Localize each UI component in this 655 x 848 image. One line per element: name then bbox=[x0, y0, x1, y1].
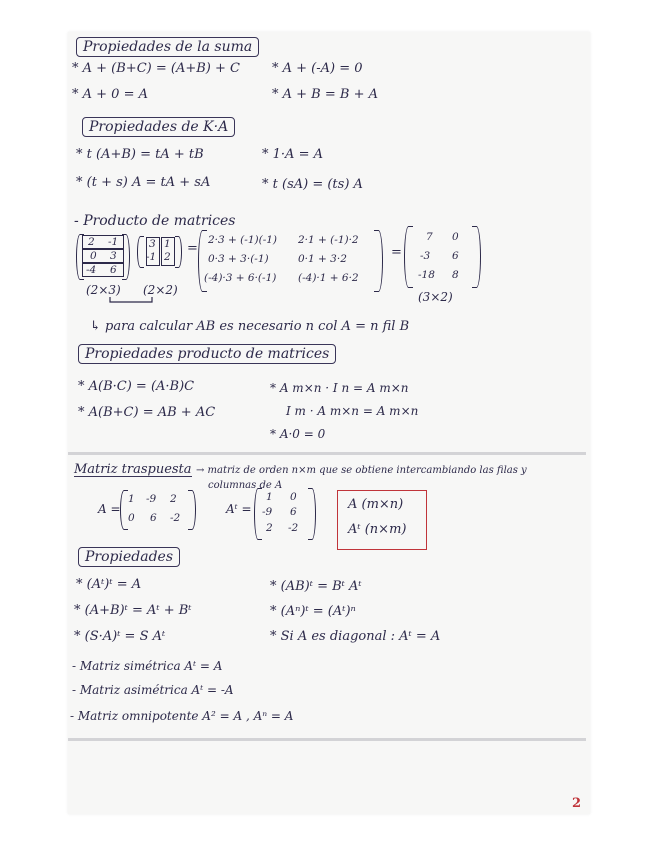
transpose-definition-line2: columnas de A bbox=[208, 480, 283, 491]
transpose-property-sum: * (A+B)ᵗ = Aᵗ + Bᵗ bbox=[74, 603, 192, 618]
product-property-associative: * A(B·C) = (A·B)C bbox=[78, 379, 195, 394]
matrix-a-cell: 6 bbox=[110, 264, 117, 276]
left-paren bbox=[120, 490, 128, 530]
transpose-property-product: * (AB)ᵗ = Bᵗ Aᵗ bbox=[270, 579, 362, 594]
transpose-title: Matriz traspuesta bbox=[74, 462, 192, 477]
scalar-property-distributive: * t (A+B) = tA + tB bbox=[76, 147, 204, 162]
matrix-at-cell: -9 bbox=[262, 506, 273, 518]
section-divider bbox=[68, 738, 586, 741]
dimension-a: (2×3) bbox=[86, 283, 121, 297]
result-cell: -3 bbox=[420, 250, 431, 262]
matrix-a-cell: 3 bbox=[110, 250, 117, 262]
matrix-a-cell: -2 bbox=[170, 512, 181, 524]
right-paren bbox=[188, 490, 196, 530]
product-condition-note: ↳ para calcular AB es necesario n col A = n fil B bbox=[90, 319, 410, 334]
idempotent-matrix-note: - Matriz omnipotente A² = A , Aⁿ = A bbox=[70, 709, 294, 723]
matrix-a-cell: 0 bbox=[90, 250, 97, 262]
left-paren bbox=[137, 236, 144, 268]
sum-property-identity: * A + 0 = A bbox=[72, 87, 149, 102]
matrix-a-cell: 1 bbox=[128, 493, 135, 505]
sum-properties-title: Propiedades de la suma bbox=[76, 37, 259, 57]
expanded-cell: 0·3 + 3·(-1) bbox=[208, 253, 269, 265]
expanded-cell: 2·1 + (-1)·2 bbox=[298, 234, 359, 246]
asymmetric-matrix-note: - Matriz asimétrica Aᵗ = -A bbox=[72, 683, 234, 697]
transpose-property-diagonal: * Si A es diagonal : Aᵗ = A bbox=[270, 629, 441, 644]
expanded-cell: 0·1 + 3·2 bbox=[298, 253, 347, 265]
expanded-cell: 2·3 + (-1)(-1) bbox=[208, 234, 278, 246]
dimension-b: (2×2) bbox=[143, 283, 178, 297]
dimension-a: A (m×n) bbox=[348, 497, 404, 512]
sum-property-commutative: * A + B = B + A bbox=[272, 87, 378, 102]
result-cell: -18 bbox=[418, 269, 435, 281]
scalar-property-associative: * t (sA) = (ts) A bbox=[262, 177, 363, 192]
right-paren bbox=[374, 230, 383, 292]
right-paren bbox=[122, 234, 130, 280]
transpose-property-double: * (Aᵗ)ᵗ = A bbox=[76, 577, 142, 592]
product-property-distributive: * A(B+C) = AB + AC bbox=[78, 405, 216, 420]
matrix-a-cell: 2 bbox=[170, 493, 177, 505]
sum-property-associative: * A + (B+C) = (A+B) + C bbox=[72, 61, 240, 76]
matrix-b bbox=[137, 236, 181, 268]
matrix-at-cell: 1 bbox=[266, 491, 273, 503]
scalar-property-identity: * 1·A = A bbox=[262, 147, 323, 162]
matrix-a-cell: -4 bbox=[86, 264, 97, 276]
dimension-at: Aᵗ (n×m) bbox=[348, 522, 407, 537]
symmetric-matrix-note: - Matriz simétrica Aᵗ = A bbox=[72, 659, 223, 673]
dimension-result: (3×2) bbox=[418, 290, 453, 304]
result-cell: 7 bbox=[426, 231, 433, 243]
matrix-a-label: A = bbox=[98, 502, 121, 516]
expanded-cell: (-4)·3 + 6·(-1) bbox=[204, 272, 277, 284]
scalar-property-sum: * (t + s) A = tA + sA bbox=[76, 175, 211, 190]
matrix-at-label: Aᵗ = bbox=[226, 502, 252, 516]
product-properties-title: Propiedades producto de matrices bbox=[78, 344, 336, 364]
result-cell: 8 bbox=[452, 269, 459, 281]
transpose-matrix-a bbox=[120, 490, 196, 530]
scalar-properties-title: Propiedades de K·A bbox=[82, 117, 235, 137]
matrix-a-cell: 2 bbox=[88, 236, 95, 248]
product-property-zero: * A·0 = 0 bbox=[270, 427, 326, 441]
equals-sign: = bbox=[391, 245, 402, 260]
transpose-property-scalar: * (S·A)ᵗ = S Aᵗ bbox=[74, 629, 166, 644]
product-property-identity-right: * A m×n · I n = A m×n bbox=[270, 381, 409, 395]
dimension-connector bbox=[108, 296, 154, 304]
result-cell: 0 bbox=[452, 231, 459, 243]
right-paren bbox=[308, 488, 316, 540]
matrix-a-cell: 0 bbox=[128, 512, 135, 524]
left-paren bbox=[404, 226, 413, 288]
matrix-b-cell: 3 bbox=[149, 238, 156, 250]
product-title: - Producto de matrices bbox=[74, 213, 236, 229]
sum-property-inverse: * A + (-A) = 0 bbox=[272, 61, 363, 76]
matrix-at-cell: 6 bbox=[290, 506, 297, 518]
transpose-matrix-at bbox=[254, 488, 316, 540]
matrix-at-cell: -2 bbox=[288, 522, 299, 534]
matrix-a-cell: 6 bbox=[150, 512, 157, 524]
transpose-property-power: * (Aⁿ)ᵗ = (Aᵗ)ⁿ bbox=[270, 604, 356, 619]
row-box bbox=[82, 249, 124, 263]
transpose-definition-line1: → matriz de orden n×m que se obtiene intercambiando las filas y bbox=[196, 465, 527, 476]
expanded-product bbox=[198, 230, 384, 292]
matrix-b-cell: 1 bbox=[164, 238, 171, 250]
result-cell: 6 bbox=[452, 250, 459, 262]
result-matrix bbox=[404, 226, 482, 288]
matrix-a-cell: -9 bbox=[146, 493, 157, 505]
section-divider bbox=[68, 452, 586, 455]
matrix-b-cell: 2 bbox=[164, 251, 171, 263]
right-paren bbox=[472, 226, 481, 288]
matrix-at-cell: 0 bbox=[290, 491, 297, 503]
product-property-identity-left: I m · A m×n = A m×n bbox=[286, 404, 419, 418]
equals-sign: = bbox=[187, 241, 198, 256]
right-paren bbox=[175, 236, 182, 268]
left-paren bbox=[254, 488, 262, 540]
matrix-at-cell: 2 bbox=[266, 522, 273, 534]
page-number: 2 bbox=[572, 796, 582, 811]
matrix-b-cell: -1 bbox=[146, 251, 157, 263]
matrix-a-cell: -1 bbox=[108, 236, 119, 248]
matrix-a bbox=[76, 234, 128, 280]
expanded-cell: (-4)·1 + 6·2 bbox=[298, 272, 359, 284]
transpose-properties-title: Propiedades bbox=[78, 547, 180, 567]
